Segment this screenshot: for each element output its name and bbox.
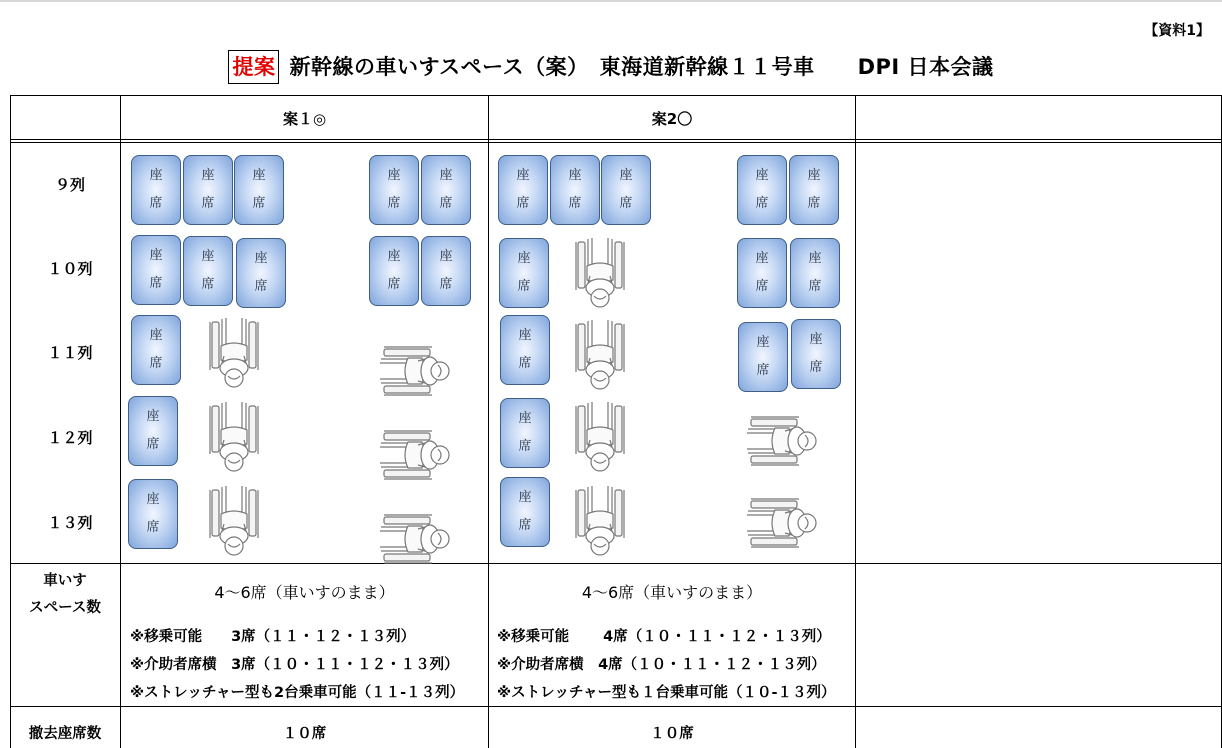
- seat-label-bottom: 席: [146, 437, 160, 452]
- seat-label-top: 座: [201, 168, 215, 183]
- wheelchair-icon: [572, 236, 634, 312]
- seat-label-bottom: 席: [619, 196, 633, 211]
- wheelchair-side-icon: [745, 489, 821, 551]
- seat-icon: [234, 155, 284, 225]
- seat-icon: [498, 155, 548, 225]
- seat-icon: [421, 155, 471, 225]
- seat-icon: [499, 238, 549, 308]
- wheelchair-icon: [206, 316, 268, 392]
- seat-icon: [421, 236, 471, 306]
- seat-label-top: 座: [201, 249, 215, 264]
- seat-label-top: 座: [518, 328, 532, 343]
- plan2-summary: 4～6席（車いすのまま）: [581, 583, 763, 602]
- seat-icon: [183, 155, 233, 225]
- wheelchair-icon: [572, 400, 634, 476]
- plan1-stretcher: ※ストレッチャー型も2台乗車可能（１１-１３列）: [130, 685, 465, 701]
- seat-label-top: 座: [807, 168, 821, 183]
- seat-icon: [183, 236, 233, 306]
- seat-label-bottom: 席: [387, 196, 401, 211]
- seat-label-bottom: 席: [516, 196, 530, 211]
- seat-label-bottom: 席: [518, 439, 532, 454]
- seat-label-bottom: 席: [201, 277, 215, 292]
- seat-label-bottom: 席: [518, 518, 532, 533]
- seat-icon: [550, 155, 600, 225]
- seat-icon: [738, 322, 788, 392]
- wheelchair-icon: [572, 318, 634, 394]
- row-label-12: １２列: [47, 429, 93, 447]
- seat-label-top: 座: [808, 251, 822, 266]
- seat-icon: [128, 479, 178, 549]
- seat-icon: [500, 477, 550, 547]
- seat-icon: [500, 315, 550, 385]
- seat-label-top: 座: [439, 249, 453, 264]
- seat-label-top: 座: [387, 249, 401, 264]
- row-label-13: １３列: [47, 514, 93, 532]
- wheelchair-icon: [572, 484, 634, 560]
- row-label-10: １０列: [47, 260, 93, 278]
- seat-label-bottom: 席: [756, 363, 770, 378]
- seat-label-bottom: 席: [808, 279, 822, 294]
- page-title: [0, 50, 1222, 84]
- column-header-plan1: 案１◎: [282, 110, 327, 128]
- seat-label-bottom: 席: [149, 196, 163, 211]
- seat-label-bottom: 席: [568, 196, 582, 211]
- wheelchair-side-icon: [378, 505, 454, 567]
- seat-icon: [369, 236, 419, 306]
- seat-label-top: 座: [619, 168, 633, 183]
- seat-label-top: 座: [254, 251, 268, 266]
- seat-label-bottom: 席: [807, 196, 821, 211]
- row-label-11: １１列: [47, 344, 93, 362]
- seat-label-bottom: 席: [201, 196, 215, 211]
- title-text: 新幹線の車いすスペース（案） 東海道新幹線１１号車 DPI 日本会議: [289, 55, 994, 79]
- seat-label-bottom: 席: [809, 360, 823, 375]
- plan1-transfer: ※移乗可能 3席（１１・１２・１３列）: [130, 629, 416, 645]
- seat-label-top: 座: [516, 168, 530, 183]
- seat-label-top: 座: [439, 168, 453, 183]
- plan1-removed: １０席: [282, 726, 327, 742]
- seat-label-top: 座: [518, 490, 532, 505]
- seat-icon: [789, 155, 839, 225]
- seat-icon: [131, 315, 181, 385]
- wheelchair-side-icon: [745, 407, 821, 469]
- seat-label-bottom: 席: [252, 196, 266, 211]
- plan1-summary: 4～6席（車いすのまま）: [214, 583, 395, 602]
- seat-label-top: 座: [252, 168, 266, 183]
- plan2-removed: １０席: [650, 726, 694, 742]
- seat-icon: [737, 238, 787, 308]
- seat-label-top: 座: [387, 168, 401, 183]
- plan2-transfer: ※移乗可能 4席（１０・１１・１２・１３列）: [497, 629, 831, 645]
- wheelchair-side-icon: [378, 421, 454, 483]
- seat-label-bottom: 席: [387, 277, 401, 292]
- removed-seats-label: 撤去座席数: [28, 726, 102, 742]
- seat-label-bottom: 席: [254, 279, 268, 294]
- seat-label-bottom: 席: [439, 196, 453, 211]
- seat-icon: [369, 155, 419, 225]
- seat-label-bottom: 席: [755, 279, 769, 294]
- seat-label-bottom: 席: [517, 279, 531, 294]
- seat-icon: [737, 155, 787, 225]
- wheelchair-icon: [206, 400, 268, 476]
- plan2-stretcher: ※ストレッチャー型も１台乗車可能（１０-１３列）: [497, 685, 836, 701]
- seat-icon: [128, 396, 178, 466]
- seat-label-bottom: 席: [149, 356, 163, 371]
- seat-label-top: 座: [756, 335, 770, 350]
- column-header-plan2: 案2〇: [651, 110, 693, 128]
- seat-label-top: 座: [568, 168, 582, 183]
- row-label-9: ９列: [54, 176, 85, 194]
- seat-icon: [500, 398, 550, 468]
- seat-label-top: 座: [149, 328, 163, 343]
- seat-label-top: 座: [149, 168, 163, 183]
- reference-label: 【資料1】: [1144, 23, 1210, 39]
- seat-icon: [601, 155, 651, 225]
- seat-label-top: 座: [755, 251, 769, 266]
- seat-icon: [791, 319, 841, 389]
- seat-label-bottom: 席: [149, 276, 163, 291]
- seat-label-bottom: 席: [439, 277, 453, 292]
- seat-label-top: 座: [149, 248, 163, 263]
- seat-label-bottom: 席: [146, 520, 160, 535]
- top-rule: [0, 0, 1222, 2]
- plan1-helper: ※介助者席横 3席（１０・１１・１２・１３列）: [130, 657, 459, 673]
- seat-label-bottom: 席: [755, 196, 769, 211]
- seat-icon: [236, 238, 286, 308]
- seat-label-bottom: 席: [518, 356, 532, 371]
- seat-label-top: 座: [518, 411, 532, 426]
- seat-icon: [131, 155, 181, 225]
- wheelchair-icon: [206, 484, 268, 560]
- seat-label-top: 座: [146, 492, 160, 507]
- seat-icon: [131, 235, 181, 305]
- proposal-tag: 提案: [228, 50, 279, 84]
- plan2-helper: ※介助者席横 4席（１０・１１・１２・１３列）: [497, 657, 826, 673]
- space-count-label: 車いす スペース数: [29, 573, 101, 616]
- seat-label-top: 座: [146, 409, 160, 424]
- seat-icon: [790, 238, 840, 308]
- seat-label-top: 座: [809, 332, 823, 347]
- seat-label-top: 座: [517, 251, 531, 266]
- seat-label-top: 座: [755, 168, 769, 183]
- wheelchair-side-icon: [378, 337, 454, 399]
